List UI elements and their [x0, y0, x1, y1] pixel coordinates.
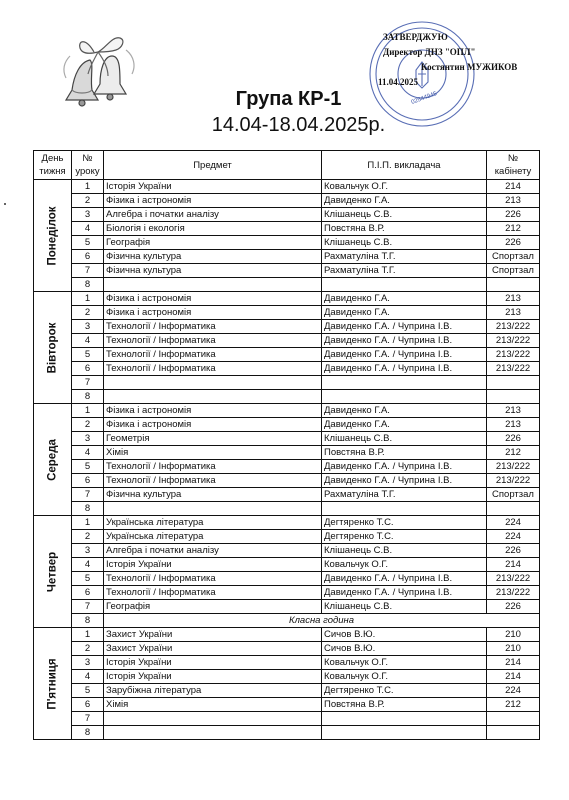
- teacher-cell: Давиденко Г.А. / Чуприна І.В.: [322, 586, 487, 600]
- room-cell: 214: [487, 656, 540, 670]
- teacher-cell: Сичов В.Ю.: [322, 628, 487, 642]
- header-day: День тижня: [34, 151, 72, 180]
- room-cell: Спортзал: [487, 250, 540, 264]
- subject-cell: Технології / Інформатика: [104, 474, 322, 488]
- room-cell: 210: [487, 642, 540, 656]
- lesson-number: 5: [72, 684, 104, 698]
- teacher-cell: Клішанець С.В.: [322, 600, 487, 614]
- lesson-number: 8: [72, 726, 104, 740]
- room-cell: [487, 376, 540, 390]
- subject-cell: Алгебра і початки аналізу: [104, 544, 322, 558]
- day-name: Середа: [46, 438, 58, 481]
- table-row: [34, 334, 540, 348]
- subject-cell: Географія: [104, 600, 322, 614]
- table-row: [34, 600, 540, 614]
- room-cell: 224: [487, 516, 540, 530]
- table-row: [34, 278, 540, 292]
- room-cell: 213/222: [487, 460, 540, 474]
- table-row: [34, 236, 540, 250]
- lesson-number: 4: [72, 670, 104, 684]
- room-cell: 213: [487, 418, 540, 432]
- table-row: [34, 642, 540, 656]
- subject-cell: Хімія: [104, 446, 322, 460]
- room-cell: 213/222: [487, 348, 540, 362]
- teacher-cell: Давиденко Г.А. / Чуприна І.В.: [322, 572, 487, 586]
- table-row: [34, 222, 540, 236]
- room-cell: 213/222: [487, 572, 540, 586]
- subject-cell: Біологія і екологія: [104, 222, 322, 236]
- table-row: [34, 180, 540, 194]
- teacher-cell: Повстяна В.Р.: [322, 446, 487, 460]
- subject-cell: Фізична культура: [104, 488, 322, 502]
- teacher-cell: Рахматуліна Т.Г.: [322, 264, 487, 278]
- lesson-number: 3: [72, 544, 104, 558]
- subject-cell: Українська література: [104, 516, 322, 530]
- subject-cell: Історія України: [104, 656, 322, 670]
- lesson-number: 8: [72, 390, 104, 404]
- lesson-number: 1: [72, 628, 104, 642]
- teacher-cell: [322, 502, 487, 516]
- table-row: [34, 194, 540, 208]
- lesson-number: 4: [72, 446, 104, 460]
- lesson-number: 7: [72, 712, 104, 726]
- subject-cell: Зарубіжна література: [104, 684, 322, 698]
- lesson-number: 1: [72, 292, 104, 306]
- table-row: [34, 558, 540, 572]
- table-row: [34, 320, 540, 334]
- room-cell: 213: [487, 292, 540, 306]
- teacher-cell: Давиденко Г.А. / Чуприна І.В.: [322, 362, 487, 376]
- subject-cell: Фізична культура: [104, 250, 322, 264]
- subject-cell: Історія України: [104, 670, 322, 684]
- teacher-cell: Ковальчук О.Г.: [322, 656, 487, 670]
- header-room: № кабінету: [487, 151, 540, 180]
- table-row: [34, 208, 540, 222]
- lesson-number: 3: [72, 656, 104, 670]
- room-cell: 226: [487, 432, 540, 446]
- table-row: [34, 544, 540, 558]
- room-cell: 226: [487, 544, 540, 558]
- teacher-cell: Рахматуліна Т.Г.: [322, 488, 487, 502]
- teacher-cell: [322, 390, 487, 404]
- teacher-cell: Давиденко Г.А. / Чуприна І.В.: [322, 474, 487, 488]
- subject-cell: Історія України: [104, 180, 322, 194]
- teacher-cell: [322, 726, 487, 740]
- teacher-cell: Ковальчук О.Г.: [322, 670, 487, 684]
- subject-cell: Хімія: [104, 698, 322, 712]
- teacher-cell: Повстяна В.Р.: [322, 222, 487, 236]
- lesson-number: 5: [72, 348, 104, 362]
- lesson-number: 4: [72, 222, 104, 236]
- teacher-cell: Клішанець С.В.: [322, 432, 487, 446]
- subject-cell: [104, 278, 322, 292]
- day-name: Четвер: [46, 551, 58, 592]
- room-cell: 213/222: [487, 320, 540, 334]
- subject-cell: Фізична культура: [104, 264, 322, 278]
- teacher-cell: Клішанець С.В.: [322, 236, 487, 250]
- room-cell: 224: [487, 684, 540, 698]
- lesson-number: 2: [72, 418, 104, 432]
- approve-label: ЗАТВЕРДЖУЮ: [383, 32, 448, 42]
- teacher-cell: Клішанець С.В.: [322, 208, 487, 222]
- teacher-cell: Дегтяренко Т.С.: [322, 516, 487, 530]
- lesson-number: 5: [72, 572, 104, 586]
- lesson-number: 6: [72, 474, 104, 488]
- lesson-number: 4: [72, 558, 104, 572]
- teacher-cell: Сичов В.Ю.: [322, 642, 487, 656]
- room-cell: 212: [487, 222, 540, 236]
- lesson-number: 2: [72, 530, 104, 544]
- subject-cell: Фізика і астрономія: [104, 194, 322, 208]
- lesson-number: 6: [72, 250, 104, 264]
- table-row: [34, 376, 540, 390]
- room-cell: 224: [487, 530, 540, 544]
- approve-director: Директор ДНЗ "ОПЛ": [383, 47, 476, 57]
- subject-cell: [104, 376, 322, 390]
- teacher-cell: Давиденко Г.А.: [322, 194, 487, 208]
- table-header-row: [34, 151, 540, 180]
- table-row: [34, 488, 540, 502]
- room-cell: [487, 390, 540, 404]
- room-cell: 226: [487, 208, 540, 222]
- subject-cell: Захист України: [104, 642, 322, 656]
- teacher-cell: Рахматуліна Т.Г.: [322, 250, 487, 264]
- class-note: Класна година: [104, 614, 540, 628]
- room-cell: 212: [487, 446, 540, 460]
- table-row: [34, 306, 540, 320]
- lesson-number: 7: [72, 488, 104, 502]
- teacher-cell: Дегтяренко Т.С.: [322, 530, 487, 544]
- teacher-cell: Давиденко Г.А. / Чуприна І.В.: [322, 348, 487, 362]
- subject-cell: Фізика і астрономія: [104, 418, 322, 432]
- lesson-number: 2: [72, 194, 104, 208]
- teacher-cell: Давиденко Г.А. / Чуприна І.В.: [322, 320, 487, 334]
- subject-cell: Технології / Інформатика: [104, 572, 322, 586]
- room-cell: 213: [487, 306, 540, 320]
- lesson-number: 4: [72, 334, 104, 348]
- teacher-cell: [322, 376, 487, 390]
- table-row: [34, 684, 540, 698]
- teacher-cell: Ковальчук О.Г.: [322, 180, 487, 194]
- lesson-number: 2: [72, 642, 104, 656]
- scan-speck: [4, 203, 6, 205]
- lesson-number: 6: [72, 698, 104, 712]
- teacher-cell: [322, 712, 487, 726]
- room-cell: 213/222: [487, 362, 540, 376]
- lesson-number: 5: [72, 460, 104, 474]
- subject-cell: Фізика і астрономія: [104, 292, 322, 306]
- lesson-number: 3: [72, 320, 104, 334]
- header-teacher: П.І.П. викладача: [322, 151, 487, 180]
- teacher-cell: Давиденко Г.А.: [322, 306, 487, 320]
- subject-cell: Захист України: [104, 628, 322, 642]
- lesson-number: 8: [72, 614, 104, 628]
- subject-cell: Українська література: [104, 530, 322, 544]
- table-row: [34, 264, 540, 278]
- teacher-cell: Давиденко Г.А. / Чуприна І.В.: [322, 334, 487, 348]
- lesson-number: 3: [72, 432, 104, 446]
- day-name: Понеділок: [46, 205, 58, 266]
- subject-cell: Геометрія: [104, 432, 322, 446]
- subject-cell: Технології / Інформатика: [104, 320, 322, 334]
- table-row: [34, 502, 540, 516]
- lesson-number: 7: [72, 264, 104, 278]
- subject-cell: Фізика і астрономія: [104, 306, 322, 320]
- room-cell: 213: [487, 404, 540, 418]
- header-subject: Предмет: [104, 151, 322, 180]
- lesson-number: 6: [72, 362, 104, 376]
- subject-cell: Технології / Інформатика: [104, 348, 322, 362]
- lesson-number: 1: [72, 180, 104, 194]
- room-cell: 213/222: [487, 474, 540, 488]
- room-cell: 213/222: [487, 586, 540, 600]
- teacher-cell: Повстяна В.Р.: [322, 698, 487, 712]
- table-row: [34, 348, 540, 362]
- table-row: [34, 586, 540, 600]
- lesson-number: 5: [72, 236, 104, 250]
- teacher-cell: Давиденко Г.А.: [322, 292, 487, 306]
- subject-cell: [104, 726, 322, 740]
- table-row: [34, 446, 540, 460]
- room-cell: [487, 502, 540, 516]
- header-lesson-number: № уроку: [72, 151, 104, 180]
- subject-cell: [104, 502, 322, 516]
- lesson-number: 7: [72, 376, 104, 390]
- subject-cell: Технології / Інформатика: [104, 362, 322, 376]
- lesson-number: 7: [72, 600, 104, 614]
- table-row: [34, 656, 540, 670]
- teacher-cell: Клішанець С.В.: [322, 544, 487, 558]
- subject-cell: [104, 712, 322, 726]
- lesson-number: 6: [72, 586, 104, 600]
- teacher-cell: Ковальчук О.Г.: [322, 558, 487, 572]
- table-row: [34, 474, 540, 488]
- day-cell: [34, 180, 72, 292]
- teacher-cell: Давиденко Г.А.: [322, 404, 487, 418]
- lesson-number: 1: [72, 404, 104, 418]
- page-title: Група КР-1: [235, 88, 342, 110]
- table-row: [34, 460, 540, 474]
- room-cell: 213/222: [487, 334, 540, 348]
- room-cell: 226: [487, 600, 540, 614]
- lesson-number: 8: [72, 278, 104, 292]
- teacher-cell: Давиденко Г.А.: [322, 418, 487, 432]
- room-cell: 210: [487, 628, 540, 642]
- lesson-number: 3: [72, 208, 104, 222]
- room-cell: 214: [487, 180, 540, 194]
- table-row: [34, 404, 540, 418]
- subject-cell: Технології / Інформатика: [104, 334, 322, 348]
- room-cell: 212: [487, 698, 540, 712]
- room-cell: [487, 726, 540, 740]
- table-row: [34, 572, 540, 586]
- day-cell: [34, 404, 72, 516]
- day-name: Вівторок: [46, 322, 58, 373]
- room-cell: 226: [487, 236, 540, 250]
- approve-name: Костянтин МУЖИКОВ: [421, 62, 518, 72]
- svg-text:02544945: 02544945: [410, 91, 438, 106]
- lesson-number: 2: [72, 306, 104, 320]
- approval-block: [378, 30, 558, 90]
- table-row: [34, 530, 540, 544]
- date-range: 14.04-18.04.2025р.: [211, 114, 386, 136]
- subject-cell: [104, 390, 322, 404]
- day-cell: [34, 628, 72, 740]
- room-cell: 214: [487, 670, 540, 684]
- table-row: [34, 516, 540, 530]
- lesson-number: 8: [72, 502, 104, 516]
- table-row: [34, 698, 540, 712]
- room-cell: [487, 712, 540, 726]
- room-cell: Спортзал: [487, 264, 540, 278]
- room-cell: [487, 278, 540, 292]
- table-row: [34, 432, 540, 446]
- approve-date: 11.04.2025: [378, 77, 419, 87]
- table-row: [34, 418, 540, 432]
- schedule-body: [34, 180, 540, 740]
- table-row: [34, 670, 540, 684]
- table-row: [34, 250, 540, 264]
- teacher-cell: Дегтяренко Т.С.: [322, 684, 487, 698]
- table-row: [34, 362, 540, 376]
- table-row: [34, 614, 540, 628]
- day-cell: [34, 292, 72, 404]
- schedule-table: [33, 150, 540, 740]
- subject-cell: Технології / Інформатика: [104, 586, 322, 600]
- teacher-cell: Давиденко Г.А. / Чуприна І.В.: [322, 460, 487, 474]
- table-row: [34, 712, 540, 726]
- room-cell: Спортзал: [487, 488, 540, 502]
- subject-cell: Фізика і астрономія: [104, 404, 322, 418]
- room-cell: 214: [487, 558, 540, 572]
- subject-cell: Алгебра і початки аналізу: [104, 208, 322, 222]
- subject-cell: Історія України: [104, 558, 322, 572]
- subject-cell: Технології / Інформатика: [104, 460, 322, 474]
- table-row: [34, 292, 540, 306]
- table-row: [34, 628, 540, 642]
- lesson-number: 1: [72, 516, 104, 530]
- room-cell: 213: [487, 194, 540, 208]
- table-row: [34, 726, 540, 740]
- day-cell: [34, 516, 72, 628]
- day-name: П'ятниця: [46, 657, 58, 710]
- subject-cell: Географія: [104, 236, 322, 250]
- table-row: [34, 390, 540, 404]
- teacher-cell: [322, 278, 487, 292]
